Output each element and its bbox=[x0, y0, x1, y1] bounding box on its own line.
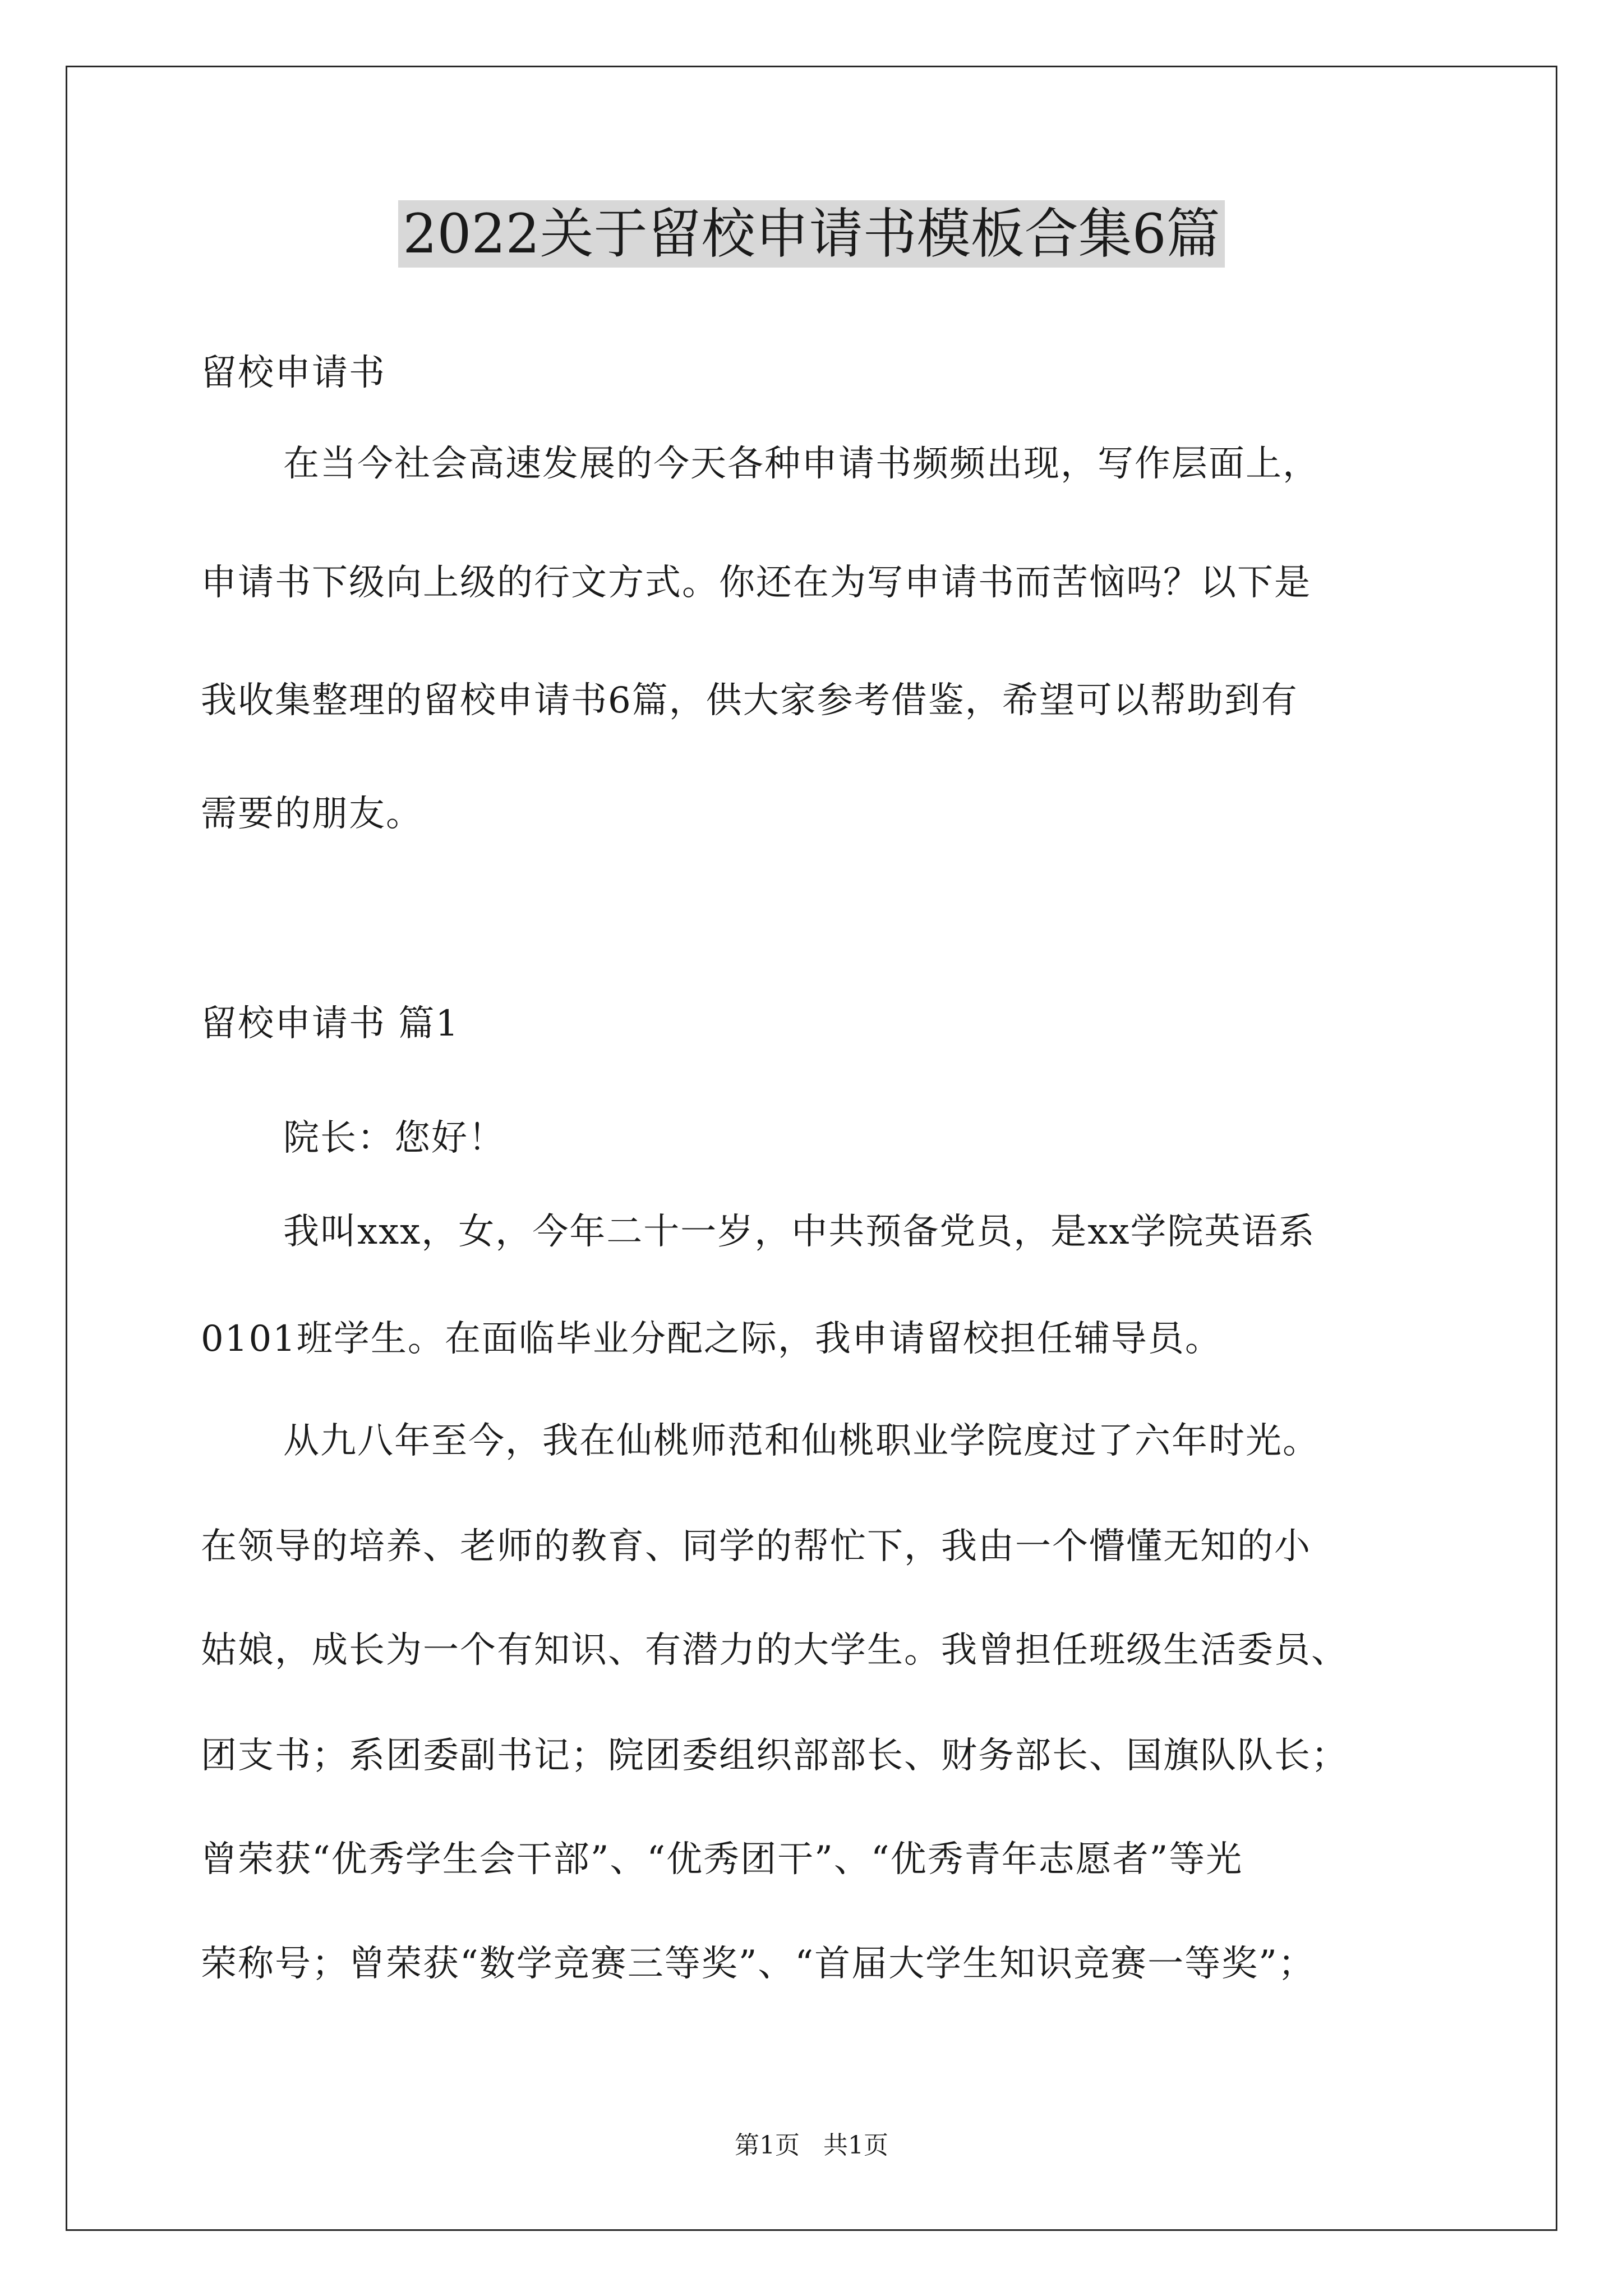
intro-line-3: 我收集整理的留校申请书6篇，供大家参考借鉴，希望可以帮助到有 bbox=[201, 680, 1298, 721]
article-heading: 留校申请书 篇1 bbox=[201, 1003, 460, 1045]
page-footer: 第1页 共1页 bbox=[735, 2131, 888, 2160]
intro-line-4: 需要的朋友。 bbox=[201, 793, 423, 835]
greeting: 院长：您好！ bbox=[283, 1117, 505, 1159]
paragraph1-line-2: 0101班学生。在面临毕业分配之际，我申请留校担任辅导员。 bbox=[201, 1318, 1222, 1360]
section-heading: 留校申请书 bbox=[201, 352, 386, 394]
paragraph2-line-6: 荣称号；曾荣获“数学竞赛三等奖”、“首届大学生知识竞赛一等奖”； bbox=[201, 1943, 1315, 1985]
document-title bbox=[0, 197, 1623, 270]
paragraph2-line-2: 在领导的培养、老师的教育、同学的帮忙下，我由一个懵懂无知的小 bbox=[201, 1526, 1311, 1567]
intro-line-1: 在当今社会高速发展的今天各种申请书频频出现，写作层面上， bbox=[283, 443, 1320, 485]
paragraph2-line-4: 团支书；系团委副书记；院团委组织部部长、财务部长、国旗队队长； bbox=[201, 1735, 1348, 1777]
document-title-text: 2022关于留校申请书模板合集6篇 bbox=[398, 200, 1224, 268]
intro-line-2: 申请书下级向上级的行文方式。你还在为写申请书而苦恼吗？以下是 bbox=[201, 562, 1311, 604]
paragraph2-line-3: 姑娘，成长为一个有知识、有潜力的大学生。我曾担任班级生活委员、 bbox=[201, 1630, 1348, 1671]
paragraph2-line-5: 曾荣获“优秀学生会干部”、“优秀团干”、“优秀青年志愿者”等光 bbox=[201, 1839, 1243, 1880]
paragraph2-line-1: 从九八年至今，我在仙桃师范和仙桃职业学院度过了六年时光。 bbox=[283, 1420, 1320, 1462]
paragraph1-line-1: 我叫xxx，女，今年二十一岁，中共预备党员，是xx学院英语系 bbox=[283, 1211, 1316, 1253]
